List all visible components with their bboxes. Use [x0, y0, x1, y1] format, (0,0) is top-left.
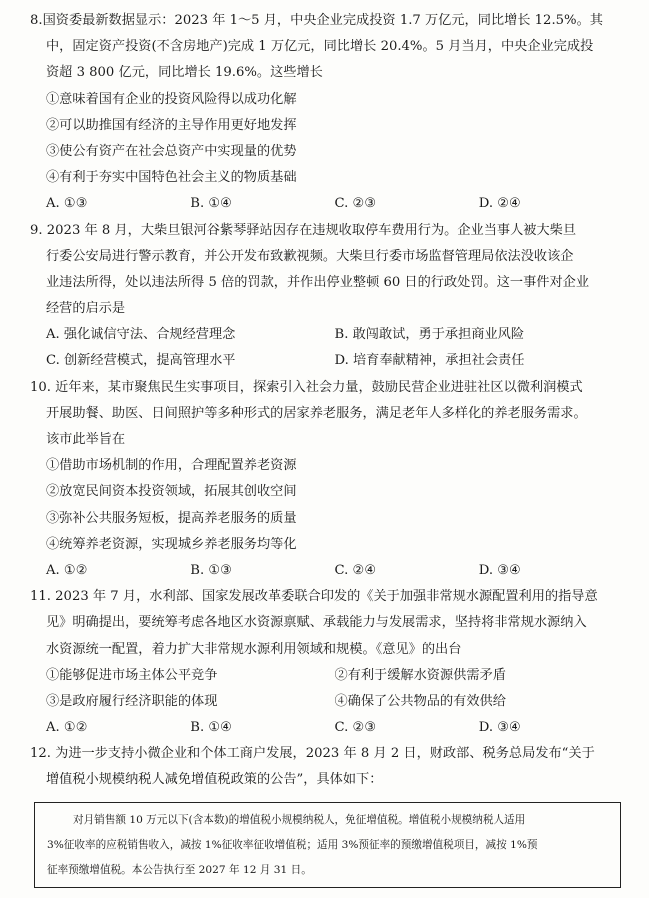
option-b: B. 敢闯敢试，勇于承担商业风险 [334, 327, 525, 343]
question-10-item: ①借助市场机制的作用，合理配置养老资源 [46, 458, 297, 474]
option-a: A. ①③ [46, 196, 88, 212]
question-10 [30, 375, 623, 585]
question-10-item: ④统筹养老资源，实现城乡养老服务均等化 [46, 536, 297, 552]
question-11-items [30, 689, 623, 715]
question-10-options [30, 558, 623, 584]
question-10-stem-line: 10. 近年来，某市聚焦民生实事项目，探索引入社会力量，鼓励民营企业进驻社区以微利润模式 [30, 379, 583, 395]
option-d: D. ③④ [478, 562, 521, 578]
question-9-stem-line: 经营的启示是 [46, 301, 126, 317]
policy-notice-line: 征率预缴增值税。本公告执行至 2027 年 12 月 31 日。 [47, 863, 312, 876]
question-8-stem-line: 资超 3 800 亿元，同比增长 19.6%。这些增长 [46, 65, 323, 81]
question-11-item: ①能够促进市场主体公平竞争 [46, 667, 218, 683]
option-c: C. ②④ [334, 562, 377, 578]
question-11-item: ②有利于缓解水资源供需矛盾 [334, 667, 506, 683]
policy-notice-box [34, 802, 621, 888]
question-11-item: ③是政府履行经济职能的体现 [46, 693, 218, 709]
question-11-stem-line: 11. 2023 年 7 月，水利部、国家发展改革委联合印发的《关于加强非常规水源配置利用的指导意 [30, 589, 598, 605]
question-10-stem-line: 开展助餐、助医、日间照护等多种形式的居家养老服务，满足老年人多样化的养老服务需求。 [46, 405, 587, 421]
question-9-stem-line: 9. 2023 年 8 月，大柴旦银河谷紫琴驿站因存在违规收取停车费用行为。企业当事人被大柴旦 [30, 222, 577, 238]
option-c: C. ②③ [334, 196, 377, 212]
question-10-stem-line: 该市此举旨在 [46, 432, 126, 447]
question-11-items [30, 663, 623, 689]
option-b: B. ①④ [190, 720, 232, 736]
question-9-stem-line: 业违法所得，处以违法所得 5 倍的罚款，并作出停业整顿 60 日的行政处罚。这一事件对企业 [46, 274, 590, 290]
question-8-stem-line: 中，固定资产投资(不含房地产)完成 1 万亿元，同比增长 20.4%。5 月当月，中央企业完成投 [46, 39, 594, 55]
question-11-stem-line: 见》明确提出，要统筹考虑各地区水资源禀赋、承载能力与发展需求，坚持将非常规水源纳入 [46, 615, 587, 631]
option-c: C. ②③ [334, 720, 377, 736]
question-9-options [30, 348, 623, 374]
option-b: B. ①④ [190, 196, 232, 212]
question-12-stem-line: 12. 为进一步支持小微企业和个体工商户发展，2023 年 8 月 2 日，财政部、税务总局发布“关于 [30, 746, 595, 762]
question-8-item: ①意味着国有企业的投资风险得以成功化解 [46, 91, 297, 107]
question-8-item: ④有利于夯实中国特色社会主义的物质基础 [46, 170, 297, 186]
question-12 [30, 741, 623, 887]
question-11-item: ④确保了公共物品的有效供给 [334, 693, 506, 709]
question-9-stem-line: 行委公安局进行警示教育，并公开发布致歉视频。大柴旦行委市场监督管理局依法没收该企 [46, 248, 574, 264]
question-11 [30, 584, 623, 741]
policy-notice-line: 3%征收率的应税销售收入，减按 1%征收率征收增值税；适用 3%预征率的预缴增值税项目，减按 1%预 [47, 838, 538, 851]
question-8 [30, 8, 623, 218]
question-9 [30, 218, 623, 375]
question-10-item: ③弥补公共服务短板，提高养老服务的质量 [46, 510, 297, 526]
question-10-item: ②放宽民间资本投资领域，拓展其创收空间 [46, 484, 297, 500]
option-a: A. 强化诚信守法、合规经营理念 [46, 327, 236, 343]
option-d: D. ③④ [478, 720, 521, 736]
option-b: B. ①③ [190, 562, 232, 578]
question-9-options [30, 322, 623, 348]
question-12-stem-line: 增值税小规模纳税人减免增值税政策的公告”，具体如下： [46, 772, 383, 788]
option-d: D. 培育奉献精神，承担社会责任 [334, 353, 525, 369]
question-8-item: ②可以助推国有经济的主导作用更好地发挥 [46, 117, 297, 133]
policy-notice-line: 对月销售额 10 万元以下(含本数)的增值税小规模纳税人，免征增值税。增值税小规模纳税人适用 [73, 813, 526, 826]
question-11-stem-line: 水资源统一配置，着力扩大非常规水源利用领域和规模。《意见》的出台 [46, 641, 462, 657]
question-8-options [30, 191, 623, 217]
option-a: A. ①② [46, 562, 88, 578]
option-d: D. ②④ [478, 196, 521, 212]
question-8-item: ③使公有资产在社会总资产中实现量的优势 [46, 143, 297, 159]
option-a: A. ①② [46, 720, 88, 736]
question-8-stem-line: 8.国资委最新数据显示：2023 年 1～5 月，中央企业完成投资 1.7 万亿元，同比增长 12.5%。其 [30, 13, 603, 28]
question-11-options [30, 715, 623, 741]
option-c: C. 创新经营模式，提高管理水平 [46, 353, 236, 369]
